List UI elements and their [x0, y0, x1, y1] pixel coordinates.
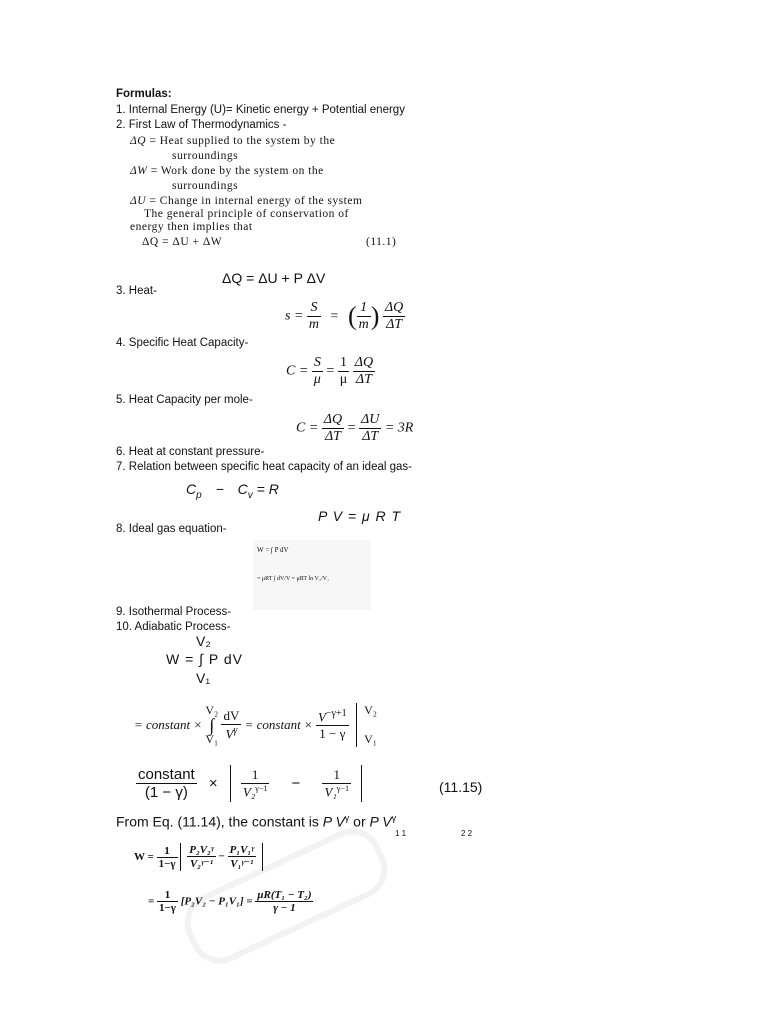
final1-t1-den: V₂ᵞ⁻¹	[189, 858, 213, 870]
molar-du: ΔU	[361, 412, 380, 427]
adiabatic-line2: = constant × V₂ ∫ V₁ $\frac{dV}{V^\gamma}$ = constant × $\frac{V^{-\gamma+1}}{1 - \gamma}$ V₂ V₁	[134, 703, 377, 746]
du-symbol: ΔU	[130, 195, 147, 207]
specific-heat-num: S	[307, 300, 321, 317]
item-ideal-gas: 8. Ideal gas equation-	[116, 523, 227, 535]
molar-dt2: ΔT	[362, 429, 379, 444]
molar-eq: =	[347, 420, 356, 436]
specific-heat-lhs: s =	[285, 308, 304, 324]
specific-heat-one: 1	[357, 300, 371, 317]
isothermal-line1: W = ∫ P dV	[257, 546, 289, 554]
dw-definition-cont: surroundings	[172, 180, 239, 192]
dw-symbol: ΔW	[130, 165, 148, 177]
first-law-eq-number: (11.1)	[366, 236, 397, 248]
du-definition: = Change in internal energy of the system	[149, 195, 363, 207]
pv2-gamma: γ	[391, 813, 397, 823]
final1-t1-num: P₂V₂ᵞ	[189, 844, 214, 856]
item-heat-constant-pressure: 6. Heat at constant pressure-	[116, 446, 265, 458]
capacity-dq: ΔQ	[354, 355, 374, 370]
line2-lower: V₁	[205, 732, 219, 746]
adiabatic-lower-limit: V₁	[196, 670, 211, 686]
molar-lhs: C =	[296, 420, 319, 436]
line2-constant-b: = constant ×	[244, 717, 313, 732]
specific-heat-m: m	[358, 317, 369, 332]
cv-symbol: C	[237, 481, 248, 497]
molar-rhs: = 3R	[384, 420, 414, 436]
line3-one-minus-gamma: (1 − γ)	[144, 784, 188, 802]
final-formula-2	[148, 889, 313, 914]
cv-sub: v	[247, 489, 253, 501]
heat-equation: ΔQ = ΔU + P ΔV	[222, 270, 326, 286]
item-internal-energy: 1. Internal Energy (U)= Kinetic energy + Potential energy	[116, 104, 405, 116]
relation-rhs: = R	[256, 481, 279, 497]
isothermal-formula-image	[253, 540, 371, 610]
f1-num: 1	[241, 767, 270, 784]
final2-one: 1	[157, 889, 178, 902]
item-specific-heat-relation: 7. Relation between specific heat capacity of an ideal gas-	[116, 461, 412, 473]
capacity-den: μ	[313, 372, 321, 387]
first-law-equation: ΔQ = ΔU + ΔW	[142, 236, 223, 248]
principle-line2: energy then implies that	[130, 221, 253, 233]
line2-upper: V₂	[205, 703, 219, 717]
item-heat: 3. Heat-	[116, 285, 157, 297]
specific-heat-den: m	[308, 317, 320, 332]
final1-w: W =	[134, 851, 154, 863]
final1-one: 1	[157, 845, 178, 858]
capacity-dt: ΔT	[355, 372, 372, 387]
f2-den: V₁	[324, 784, 337, 800]
adiabatic-work-integral: W = ∫ P dV	[166, 651, 243, 667]
capacity-num: S	[312, 355, 323, 372]
item-first-law: 2. First Law of Thermodynamics -	[116, 119, 287, 131]
line3-constant: constant	[138, 766, 195, 784]
page-heading: Formulas:	[116, 88, 172, 100]
specific-heat-dt: ΔT	[386, 317, 403, 332]
line2-one-minus-gamma: 1 − γ	[319, 726, 346, 742]
f2-num: 1	[322, 767, 351, 784]
final1-t2-den: V₁ᵞ⁻¹	[230, 858, 254, 870]
line3-bracket	[230, 765, 362, 802]
line2-gamma: γ	[233, 724, 238, 736]
line2-constant-a: = constant ×	[134, 717, 203, 732]
final1-den: 1−γ	[158, 857, 176, 870]
adiabatic-upper-limit: V₂	[196, 633, 211, 649]
f2-exp: γ−1	[336, 784, 349, 793]
molar-dt1: ΔT	[324, 429, 341, 444]
from-eq-text: From Eq. (11.14), the constant is	[116, 813, 319, 830]
specific-heat-eq: =	[330, 308, 339, 324]
line2-exponent: −γ+1	[325, 707, 347, 719]
relation-minus: −	[215, 481, 224, 497]
specific-heat-dq: ΔQ	[384, 300, 404, 315]
final2-gamma-den: γ − 1	[273, 902, 296, 914]
cp-sub: p	[196, 489, 202, 501]
pv2-subscripts: 2 2	[461, 829, 473, 838]
pv1: P V	[322, 813, 345, 830]
f1-den: V₂	[242, 784, 256, 800]
dq-definition-cont: surroundings	[172, 150, 239, 162]
final1-minus: −	[218, 850, 225, 863]
bar-lower: V₁	[364, 732, 377, 746]
adiabatic-line3	[136, 765, 362, 802]
pv1-gamma: γ	[344, 813, 350, 823]
line3-minus: −	[291, 774, 301, 792]
line2-v: V	[225, 726, 234, 742]
molar-capacity-formula	[296, 412, 413, 445]
final2-body: [P₂V₂ − P₁V₁] =	[180, 895, 253, 908]
cp-cv-relation	[186, 481, 279, 501]
dq-definition: = Heat supplied to the system by the	[149, 135, 336, 147]
item-adiabatic: 10. Adiabatic Process-	[116, 621, 231, 633]
capacity-eq: =	[326, 363, 335, 379]
bar-upper: V₂	[364, 703, 377, 717]
or-word: or	[353, 813, 366, 830]
item-isothermal: 9. Isothermal Process-	[116, 606, 232, 618]
line3-times: ×	[208, 775, 218, 793]
ideal-gas-equation: P V = μ R T	[318, 508, 402, 524]
item-heat-capacity-per-mole: 5. Heat Capacity per mole-	[116, 394, 253, 406]
capacity-formula	[286, 355, 375, 388]
capacity-mu: μ	[339, 372, 348, 387]
molar-dq: ΔQ	[323, 412, 343, 427]
pv1-subscripts: 1 1	[395, 829, 407, 838]
final1-t2-num: P₁V₁ᵞ	[229, 844, 254, 856]
adiabatic-eq-number: (11.15)	[439, 779, 483, 795]
pv2: P V	[369, 813, 392, 830]
final2-den: 1−γ	[159, 902, 176, 914]
item-specific-heat-capacity: 4. Specific Heat Capacity-	[116, 337, 249, 349]
specific-heat-formula: s = $\frac{S}{m}$ = ( $\frac{1}{m}$ ) $\frac{\Delta Q}{\Delta T}$	[285, 300, 404, 332]
cp-symbol: C	[186, 481, 197, 497]
capacity-lhs: C =	[286, 363, 309, 379]
capacity-one: 1	[338, 355, 350, 372]
dq-symbol: ΔQ	[130, 135, 147, 147]
f1-exp: γ−1	[255, 784, 268, 793]
isothermal-line2: = μRT ∫ dV/V = μRT ln V₂/V₁	[257, 576, 330, 582]
line2-dv: dV	[223, 707, 240, 723]
line2-v-power: V	[317, 709, 326, 725]
dw-definition: = Work done by the system on the	[150, 165, 324, 177]
final2-eq: =	[148, 895, 155, 908]
principle-line1: The general principle of conservation of	[144, 208, 349, 220]
final2-num: μR(T₁ − T₂)	[257, 889, 312, 901]
final-formula-1	[134, 843, 263, 871]
first-law-block	[130, 135, 400, 251]
